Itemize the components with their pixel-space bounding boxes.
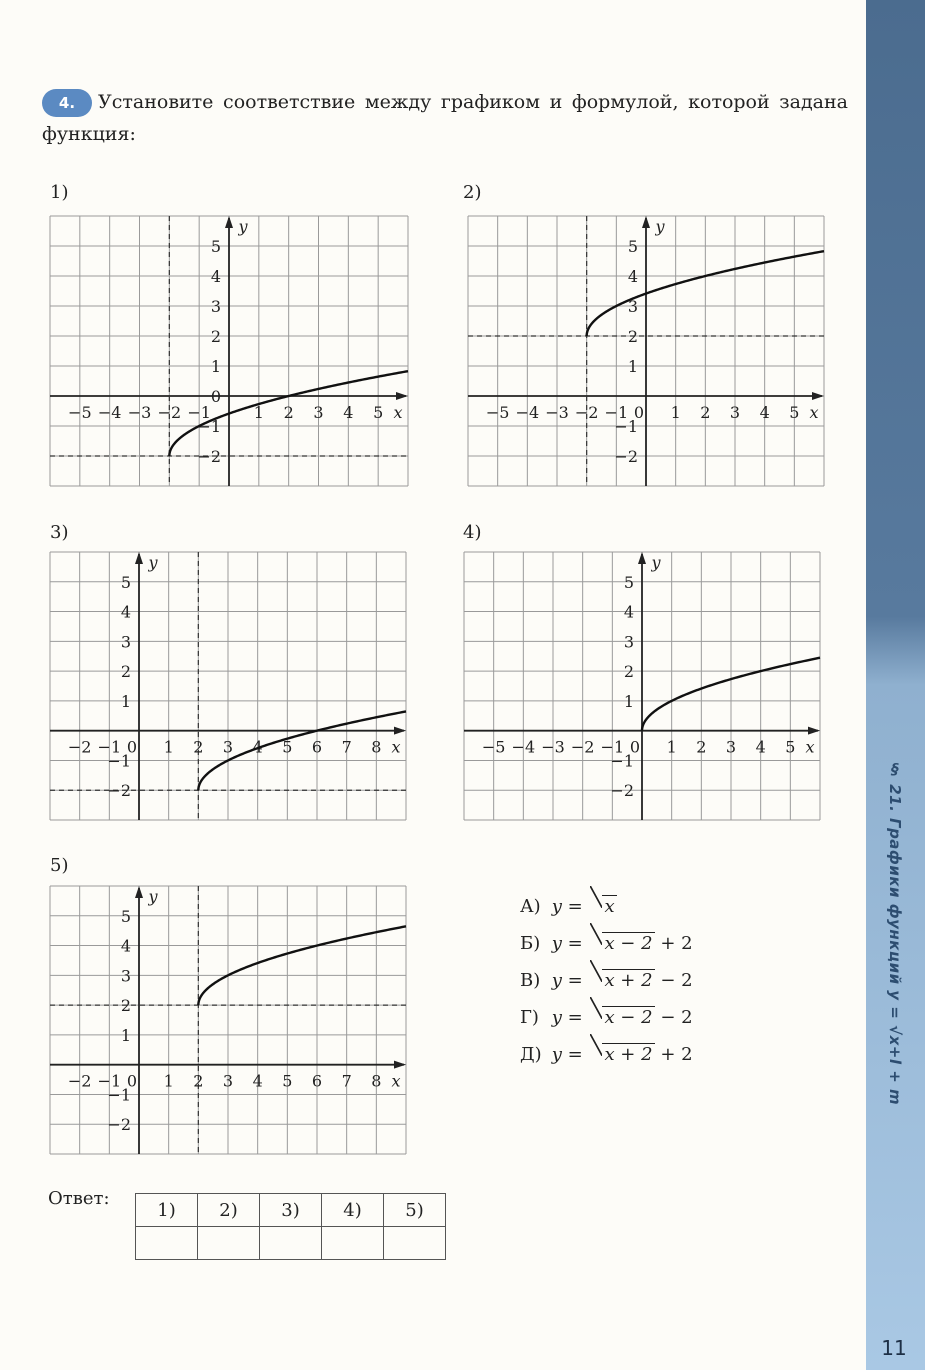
y-axis-arrow: [642, 216, 650, 228]
answer-cell-1[interactable]: [136, 1227, 198, 1260]
graph-3: [50, 552, 406, 820]
x-axis-label: x: [391, 1071, 401, 1091]
y-tick-label: −1: [107, 751, 131, 771]
x-tick-label: 7: [341, 737, 352, 757]
x-tick-label: −4: [511, 737, 536, 757]
x-axis-label: x: [391, 737, 401, 757]
x-axis-arrow: [396, 392, 408, 400]
answer-header-4: 4): [322, 1194, 384, 1227]
task-text: Установите соответствие между графиком и формулой, которой задана функция:: [42, 91, 848, 145]
x-tick-label: −2: [157, 403, 182, 422]
sqrt-symbol: x: [590, 888, 616, 925]
x-tick-label: −5: [481, 737, 506, 757]
y-axis-arrow: [135, 552, 143, 564]
x-tick-label: 2: [193, 1071, 204, 1091]
x-tick-label: 2: [283, 403, 294, 422]
x-tick-label: 6: [311, 1071, 323, 1091]
function-curve: [198, 926, 406, 1005]
x-tick-label: 0: [126, 1071, 138, 1091]
x-tick-label: −1: [97, 1071, 122, 1091]
x-tick-label: 3: [222, 737, 234, 757]
graph-3-label: 3): [50, 522, 69, 543]
answer-header-2: 2): [198, 1194, 260, 1227]
x-tick-label: −1: [97, 737, 122, 757]
y-tick-label: −2: [107, 1115, 131, 1135]
x-axis-label: x: [393, 403, 403, 422]
graph-2-label: 2): [463, 182, 482, 203]
page-number: 11: [881, 1336, 907, 1360]
x-tick-label: 5: [789, 403, 800, 422]
x-tick-label: 0: [629, 737, 641, 757]
x-tick-label: 6: [311, 737, 323, 757]
y-tick-label: 4: [623, 602, 634, 622]
y-axis-label: y: [238, 217, 248, 236]
x-tick-label: −4: [515, 403, 540, 422]
x-tick-label: 1: [163, 737, 174, 757]
sqrt-symbol: x − 2: [590, 925, 654, 962]
y-tick-label: 4: [120, 936, 131, 956]
x-tick-label: 1: [670, 403, 681, 422]
y-tick-label: 5: [210, 237, 221, 256]
y-tick-label: 3: [623, 632, 634, 652]
x-tick-label: 4: [252, 1071, 263, 1091]
y-tick-label: 1: [120, 1025, 131, 1045]
x-tick-label: 0: [633, 403, 645, 422]
y-tick-label: 0: [210, 387, 221, 406]
graph-5-label: 5): [50, 855, 69, 876]
y-axis-label: y: [651, 553, 661, 572]
y-tick-label: −2: [107, 781, 131, 801]
y-tick-label: 5: [623, 572, 634, 592]
x-tick-label: 3: [222, 1071, 234, 1091]
graph-5: [50, 886, 406, 1154]
x-tick-label: 5: [785, 737, 796, 757]
x-tick-label: 4: [755, 737, 766, 757]
x-tick-label: −2: [67, 1071, 92, 1091]
x-axis-label: x: [809, 403, 819, 422]
option-v: В) y = x + 2 − 2: [520, 962, 693, 999]
x-tick-label: 2: [700, 403, 711, 422]
y-tick-label: 3: [627, 297, 638, 316]
x-tick-label: −3: [545, 403, 569, 422]
y-tick-label: −1: [107, 1085, 131, 1105]
graph-1-label: 1): [50, 182, 69, 203]
sqrt-symbol: x + 2: [590, 1036, 654, 1073]
y-tick-label: 2: [120, 662, 131, 682]
sidebar-strip: [866, 0, 925, 1370]
y-tick-label: 3: [120, 966, 131, 986]
x-tick-label: 1: [666, 737, 677, 757]
x-tick-label: 8: [371, 737, 382, 757]
graph-1: [50, 216, 408, 486]
y-tick-label: −1: [610, 751, 634, 771]
y-tick-label: 2: [627, 327, 638, 346]
y-axis-label: y: [655, 217, 665, 236]
x-tick-label: 2: [696, 737, 707, 757]
x-tick-label: 1: [163, 1071, 174, 1091]
y-tick-label: 1: [210, 357, 221, 376]
answer-table: [135, 1193, 446, 1260]
section-title: § 21. Графики функций y = √x+l + m: [886, 760, 904, 1106]
y-tick-label: 1: [120, 691, 131, 711]
x-tick-label: −1: [604, 403, 629, 422]
option-d: Д) y = x + 2 + 2: [520, 1036, 693, 1073]
y-tick-label: 5: [627, 237, 638, 256]
y-tick-label: 5: [120, 572, 131, 592]
graph-4-label: 4): [463, 522, 482, 543]
y-axis-arrow: [225, 216, 233, 228]
option-a: А) y = x: [520, 888, 693, 925]
sqrt-symbol: x + 2: [590, 962, 654, 999]
y-tick-label: −1: [197, 417, 221, 436]
x-tick-label: 4: [252, 737, 263, 757]
x-tick-label: 4: [759, 403, 770, 422]
answer-header-3: 3): [260, 1194, 322, 1227]
x-axis-arrow: [808, 727, 820, 735]
x-tick-label: 5: [373, 403, 384, 422]
x-tick-label: 5: [282, 737, 293, 757]
x-tick-label: −4: [97, 403, 122, 422]
y-axis-label: y: [148, 553, 158, 572]
x-tick-label: 5: [282, 1071, 293, 1091]
y-tick-label: 2: [623, 662, 634, 682]
answer-header-1: 1): [136, 1194, 198, 1227]
y-tick-label: 1: [623, 691, 634, 711]
x-tick-label: −2: [67, 737, 92, 757]
answer-cell-2[interactable]: [198, 1227, 260, 1260]
answer-cell-5[interactable]: [384, 1227, 446, 1260]
x-axis-arrow: [394, 1061, 406, 1069]
y-tick-label: 5: [120, 906, 131, 926]
option-b: Б) y = x − 2 + 2: [520, 925, 693, 962]
x-axis-label: x: [805, 737, 815, 757]
y-tick-label: −2: [614, 447, 638, 466]
y-tick-label: 1: [627, 357, 638, 376]
x-tick-label: −1: [187, 403, 211, 422]
x-tick-label: 7: [341, 1071, 352, 1091]
y-axis-label: y: [148, 887, 158, 906]
answer-header-5: 5): [384, 1194, 446, 1227]
y-tick-label: 3: [120, 632, 131, 652]
x-tick-label: 1: [253, 403, 264, 422]
graph-4: [464, 552, 820, 820]
y-tick-label: 2: [120, 996, 131, 1016]
x-tick-label: −2: [574, 403, 599, 422]
x-axis-arrow: [394, 727, 406, 735]
x-tick-label: 0: [126, 737, 138, 757]
x-tick-label: 8: [371, 1071, 382, 1091]
y-tick-label: −2: [197, 447, 221, 466]
y-tick-label: 4: [120, 602, 131, 622]
y-tick-label: −2: [610, 781, 634, 801]
task-statement: [42, 86, 848, 150]
x-tick-label: −2: [570, 737, 595, 757]
x-tick-label: −1: [600, 737, 625, 757]
x-tick-label: −5: [485, 403, 510, 422]
x-tick-label: 4: [343, 403, 354, 422]
y-tick-label: 4: [627, 267, 638, 286]
answer-cell-4[interactable]: [322, 1227, 384, 1260]
y-tick-label: 3: [210, 297, 221, 316]
task-number-badge: 4.: [42, 89, 92, 117]
x-tick-label: 3: [725, 737, 737, 757]
formula-options: [520, 888, 693, 1073]
x-tick-label: −3: [127, 403, 152, 422]
y-tick-label: −1: [614, 417, 638, 436]
x-tick-label: −3: [541, 737, 565, 757]
answer-label: Ответ:: [48, 1188, 110, 1209]
sqrt-symbol: x − 2: [590, 999, 654, 1036]
y-axis-arrow: [135, 886, 143, 898]
x-axis-arrow: [812, 392, 824, 400]
x-tick-label: 3: [729, 403, 741, 422]
x-tick-label: −5: [68, 403, 92, 422]
x-tick-label: 3: [313, 403, 324, 422]
answer-cell-3[interactable]: [260, 1227, 322, 1260]
x-tick-label: 2: [193, 737, 204, 757]
y-tick-label: 2: [210, 327, 221, 346]
y-tick-label: 4: [210, 267, 221, 286]
option-g: Г) y = x − 2 − 2: [520, 999, 693, 1036]
graph-2: [468, 216, 824, 486]
y-axis-arrow: [638, 552, 646, 564]
